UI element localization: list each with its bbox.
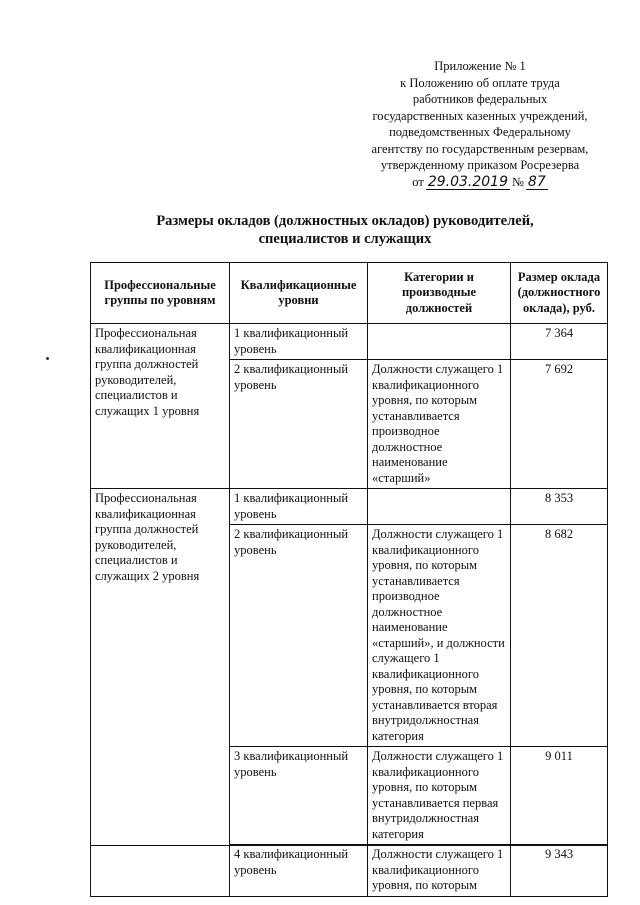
category-cell — [368, 324, 511, 360]
header-professional-groups: Профессиональные группы по уровням — [91, 263, 230, 324]
group-1-name: Профессиональная квалификационная группа должностей руководителей, специалистов и служащих 1 уровня — [91, 324, 230, 489]
salary-cell: 8 682 — [511, 525, 608, 747]
title-line-1: Размеры окладов (должностных окладов) руководителей, — [156, 213, 534, 229]
appendix-order-line — [350, 174, 610, 191]
category-cell — [368, 489, 511, 525]
salary-table-container — [90, 262, 607, 892]
appendix-line-7: утвержденному приказом Росрезерва — [380, 158, 580, 172]
from-label: от — [412, 174, 424, 189]
salary-cell: 7 692 — [511, 360, 608, 489]
appendix-line-3: работников федеральных — [412, 92, 548, 106]
salary-cell: 9 343 — [511, 845, 608, 897]
appendix-line-2: к Положению об оплате труда — [400, 75, 560, 90]
scan-dot-mark — [46, 357, 49, 360]
table-row — [91, 324, 608, 360]
category-cell: Должности служащего 1 квалификационного уровня, по которым — [368, 845, 511, 897]
header-categories: Категории и производные должностей — [368, 263, 511, 324]
header-qualification-levels: Квалификационные уровни — [230, 263, 368, 324]
number-label: № — [511, 174, 524, 189]
category-cell: Должности служащего 1 квалификационного уровня, по которым устанавливается производное должностное наименование «старший» — [368, 360, 511, 489]
salary-cell: 9 011 — [511, 747, 608, 845]
level-cell: 1 квалификационный уровень — [230, 489, 368, 525]
header-salary-size: Размер оклада (должностного оклада), руб. — [511, 263, 608, 324]
handwritten-number: 87 — [527, 173, 546, 190]
appendix-line-6: агентству по государственным резервам, — [371, 141, 589, 156]
salary-table — [90, 262, 608, 897]
table-row — [91, 489, 608, 525]
level-cell: 2 квалификационный уровень — [230, 525, 368, 747]
category-cell: Должности служащего 1 квалификационного уровня, по которым устанавливается производное должностное наименование «старший», и должности служащего 1 квалификационного уровня, по которым устанавливается вторая внутридолжностная категория — [368, 525, 511, 747]
appendix-line-4: государственных казенных учреждений, — [372, 108, 588, 123]
level-cell: 3 квалификационный уровень — [230, 747, 368, 845]
category-cell: Должности служащего 1 квалификационного уровня, по которым устанавливается первая внутридолжностная категория — [368, 747, 511, 845]
salary-cell: 8 353 — [511, 489, 608, 525]
level-cell: 1 квалификационный уровень — [230, 324, 368, 360]
level-cell: 4 квалификационный уровень — [230, 845, 368, 897]
appendix-line-5: подведомственных Федеральному — [389, 125, 571, 139]
document-title — [90, 212, 600, 248]
appendix-reference — [350, 58, 610, 190]
order-date-number — [412, 174, 548, 191]
appendix-line-1: Приложение № 1 — [434, 59, 526, 73]
handwritten-date: 29.03.2019 — [427, 173, 508, 190]
title-line-2: специалистов и служащих — [258, 231, 432, 247]
table-header-row — [91, 263, 608, 324]
group-2-name: Профессиональная квалификационная группа должностей руководителей, специалистов и служащих 2 уровня — [91, 489, 230, 897]
salary-cell: 7 364 — [511, 324, 608, 360]
level-cell: 2 квалификационный уровень — [230, 360, 368, 489]
